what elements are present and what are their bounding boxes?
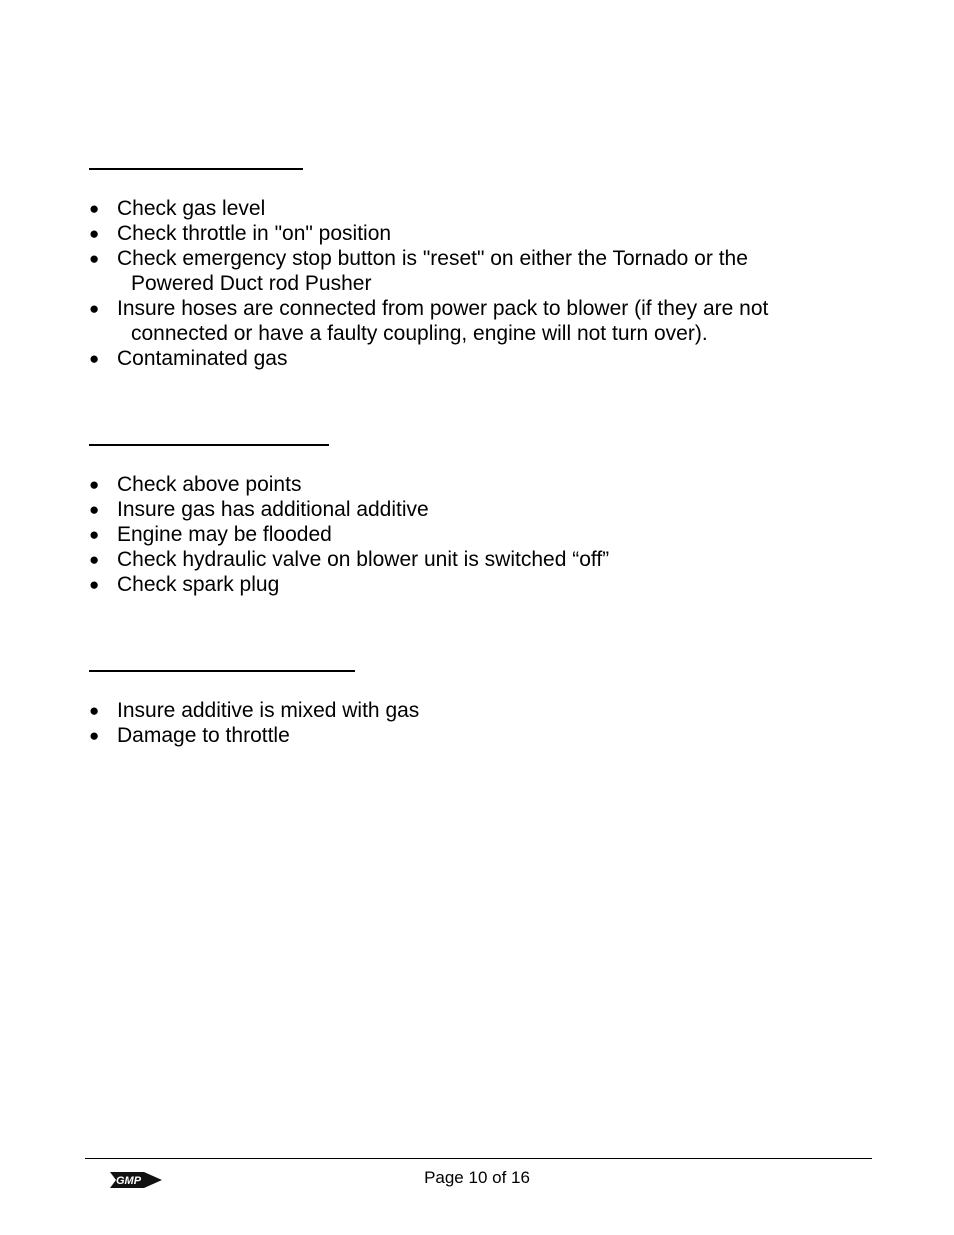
- list-item: ● Check gas level: [89, 197, 266, 220]
- bullet-icon: ●: [89, 701, 100, 720]
- list-item: ● Check spark plug: [89, 573, 280, 596]
- section-1-heading-rule: [89, 168, 303, 170]
- list-item: ● Insure gas has additional additive: [89, 498, 429, 521]
- list-item: ● Insure additive is mixed with gas: [89, 699, 420, 722]
- bullet-icon: ●: [89, 475, 100, 494]
- list-item: ● Damage to throttle: [89, 724, 290, 747]
- list-item: ● Check throttle in "on" position: [89, 222, 392, 245]
- section-1-list: [89, 196, 849, 371]
- bullet-icon: ●: [89, 224, 100, 243]
- bullet-icon: ●: [89, 349, 100, 368]
- bullet-icon: ●: [89, 575, 100, 594]
- section-2-heading-rule: [89, 444, 329, 446]
- page-number: Page 10 of 16: [424, 1168, 530, 1187]
- bullet-icon: ●: [89, 525, 100, 544]
- section-3-list: [89, 698, 849, 748]
- list-item: ● Insure hoses are connected from power pack to blower (if they are not connected or have a faulty coupling, engine will not turn over).: [89, 297, 769, 345]
- list-item: ● Contaminated gas: [89, 347, 288, 370]
- bullet-icon: ●: [89, 500, 100, 519]
- list-item: ● Check emergency stop button is "reset" on either the Tornado or the Powered Duct rod Pusher: [89, 247, 748, 295]
- bullet-icon: ●: [89, 249, 100, 268]
- footer-rule: [85, 1158, 872, 1159]
- list-item: ● Engine may be flooded: [89, 523, 332, 546]
- section-3-heading-rule: [89, 670, 355, 672]
- bullet-icon: ●: [89, 550, 100, 569]
- list-item: ● Check hydraulic valve on blower unit is switched “off”: [89, 548, 610, 571]
- section-2-list: [89, 472, 849, 597]
- bullet-icon: ●: [89, 199, 100, 218]
- list-item: ● Check above points: [89, 473, 302, 496]
- bullet-icon: ●: [89, 726, 100, 745]
- bullet-icon: ●: [89, 299, 100, 318]
- logo-text: GMP: [116, 1175, 142, 1187]
